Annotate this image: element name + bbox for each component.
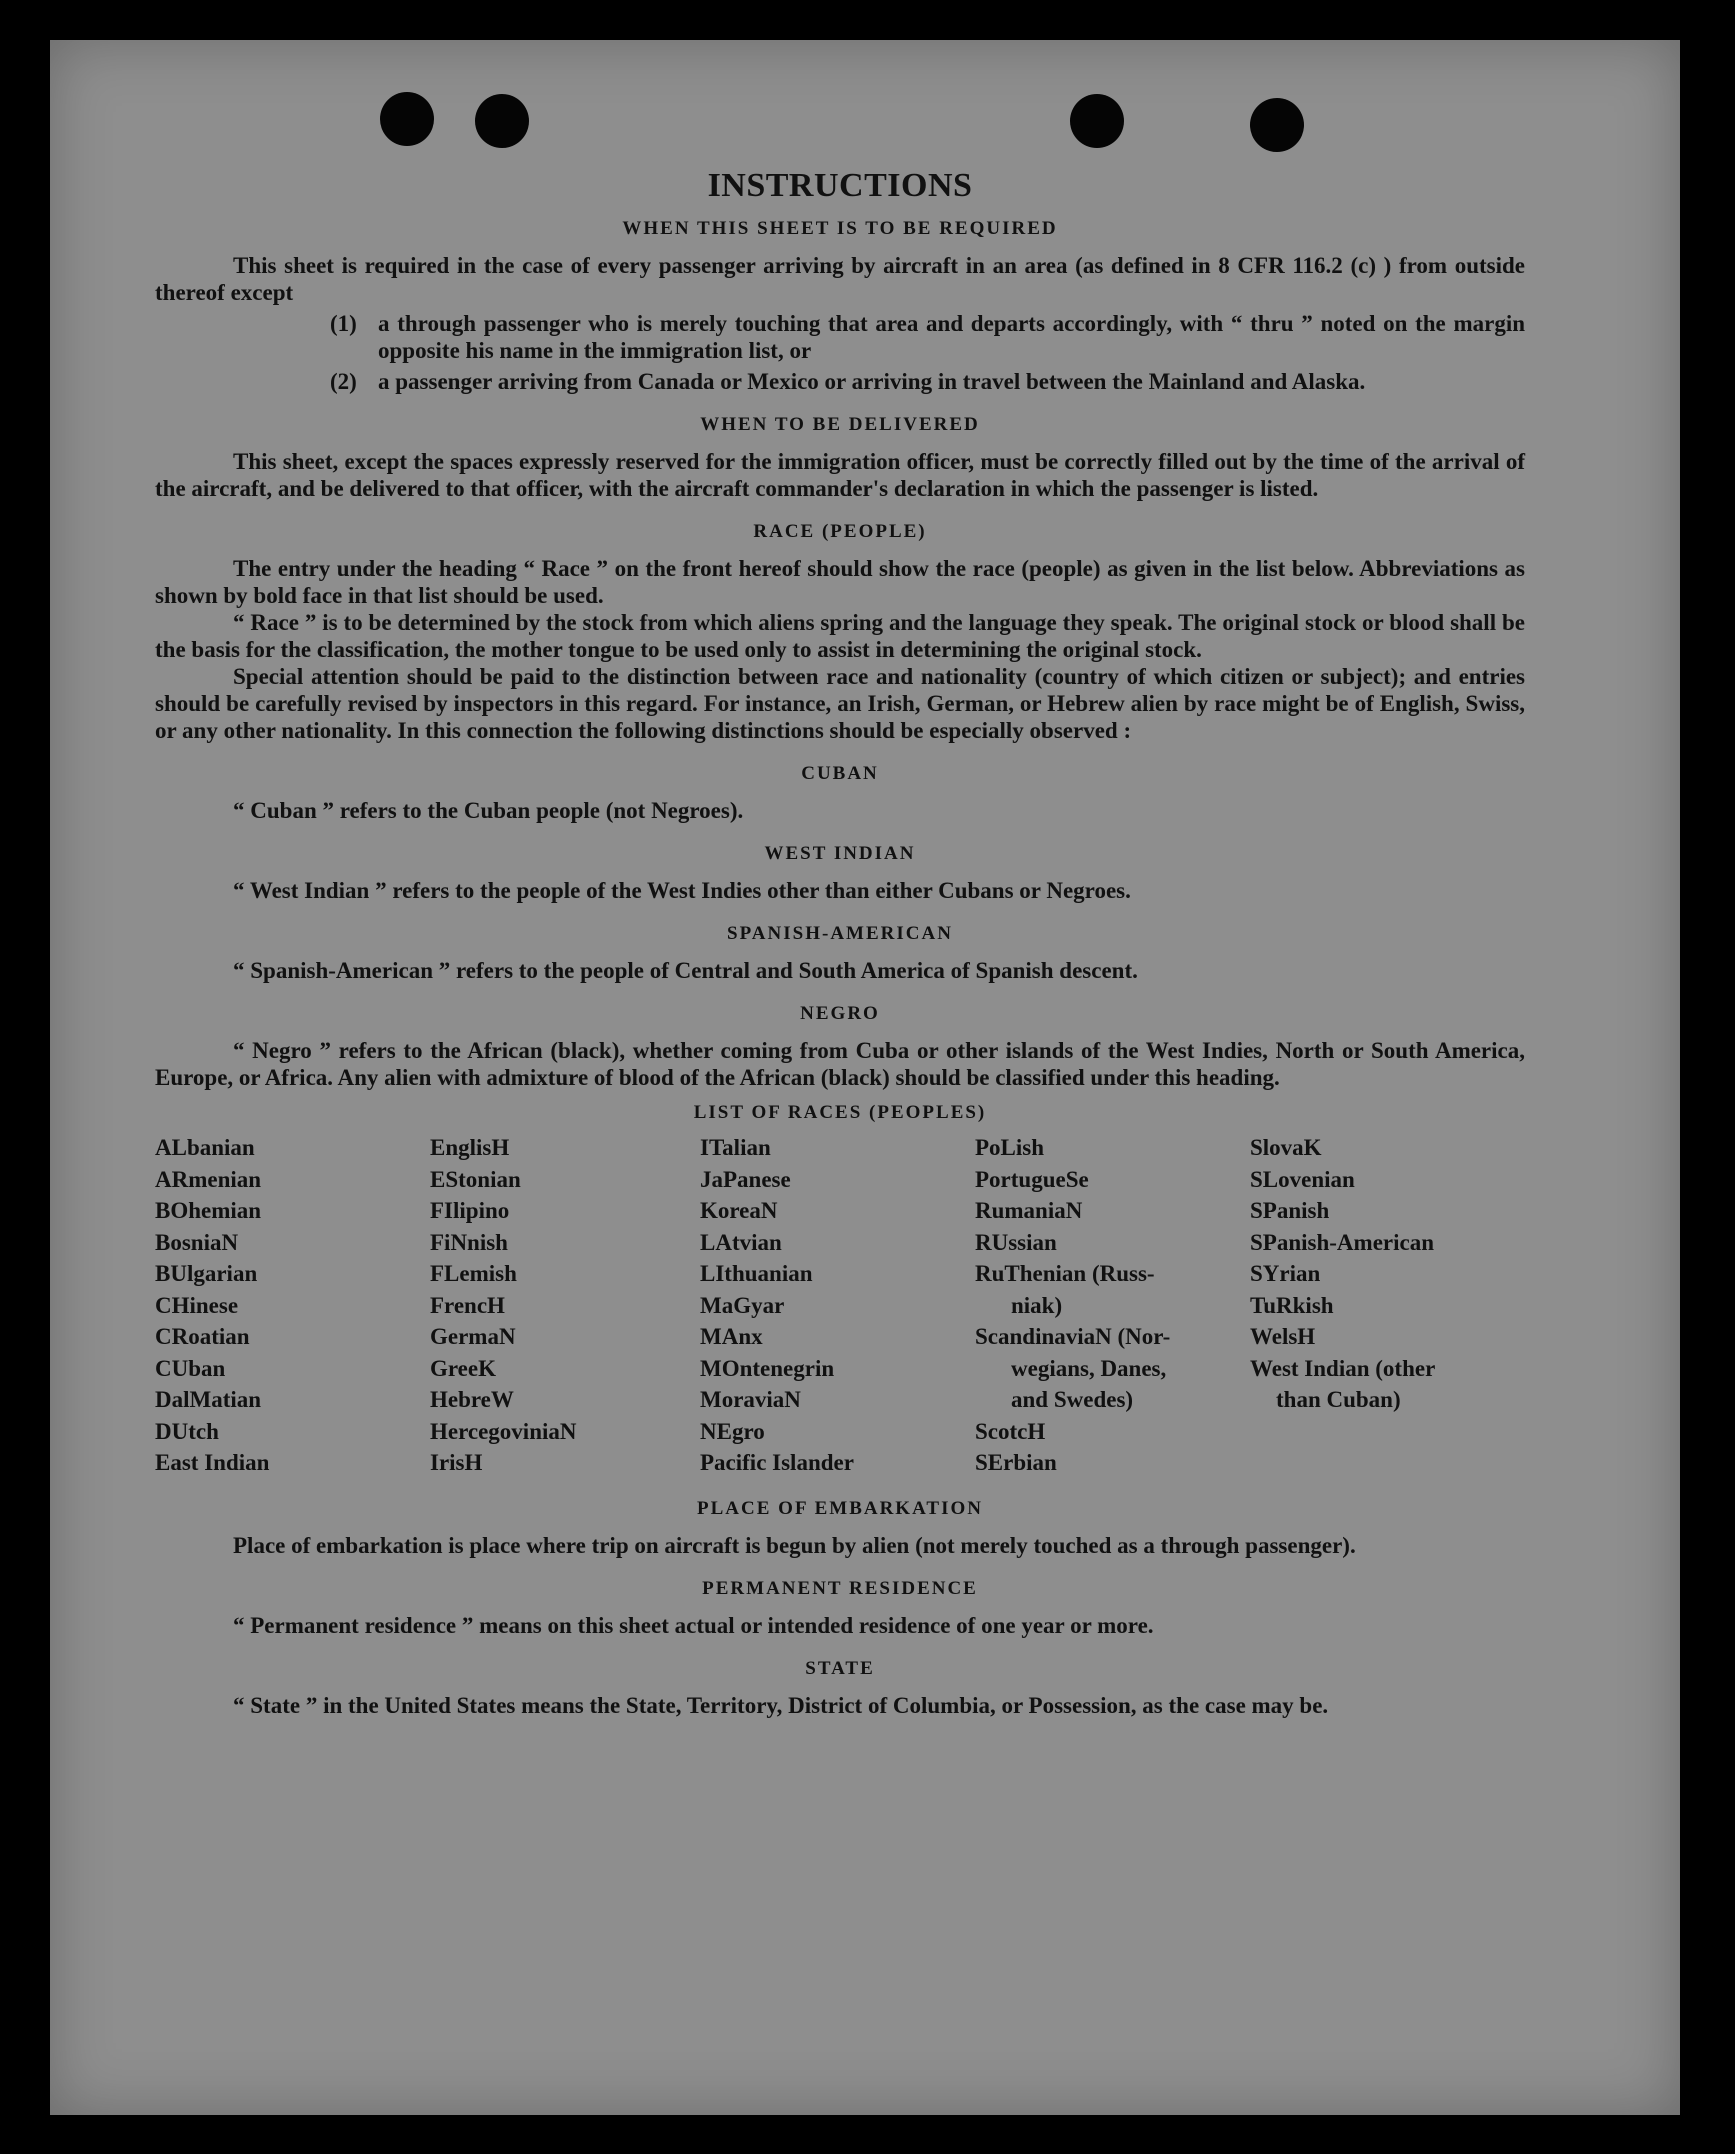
race-entry: BosniaN xyxy=(155,1229,239,1255)
exception-text: a through passenger who is merely touching that area and departs accordingly, with “ thru ” noted on the margin opposite his name in the immigration list, or xyxy=(378,311,1525,363)
west-indian-text: “ West Indian ” refers to the people of the West Indies other than either Cubans or Negroes. xyxy=(233,878,1131,903)
race-entry: niak) xyxy=(1011,1292,1063,1318)
race-entry: CHinese xyxy=(155,1292,239,1318)
race-entry: KoreaN xyxy=(700,1198,778,1223)
races-column xyxy=(700,1132,975,1479)
race-entry: FrencH xyxy=(430,1292,505,1318)
race-entry: BOhemian xyxy=(155,1198,262,1223)
race-entry: ScandinaviaN (Nor- xyxy=(975,1324,1171,1349)
exception-item xyxy=(155,310,1525,364)
race-entry: Pacific Islander xyxy=(700,1450,854,1475)
page-title: INSTRUCTIONS xyxy=(707,167,973,204)
heading-spanish-american: SPANISH-AMERICAN xyxy=(727,923,953,944)
heading-state: STATE xyxy=(805,1657,875,1679)
race-paragraph-2: “ Race ” is to be determined by the stock from which aliens spring and the language they speak. The original stock or blood shall be the basis for the classification, the mother tongue to be used only to assist in determining the original stock. xyxy=(155,610,1525,662)
races-column xyxy=(975,1132,1250,1479)
when-required-intro: This sheet is required in the case of every passenger arriving by aircraft in an area (as defined in 8 CFR 116.2 (c) ) from outside thereof except xyxy=(155,253,1525,305)
race-paragraph-3: Special attention should be paid to the distinction between race and nationality (country of which citizen or subject); and entries should be carefully revised by inspectors in this regard. For instance, an Irish, German, or Hebrew alien by race might be of English, Swiss, or any other nationality. In this connection the following distinctions should be especially observed : xyxy=(155,664,1525,743)
punch-hole xyxy=(475,94,529,148)
race-entry: DalMatian xyxy=(155,1387,262,1412)
negro-text: “ Negro ” refers to the African (black), whether coming from Cuba or other islands of the West Indies, North or South America, Europe, or Africa. Any alien with admixture of blood of the African (black) should be classified under this heading. xyxy=(155,1038,1525,1090)
race-entry: MoraviaN xyxy=(700,1387,801,1412)
race-entry: HercegoviniaN xyxy=(430,1418,577,1444)
race-entry: HebreW xyxy=(430,1387,514,1412)
race-entry: than Cuban) xyxy=(1276,1387,1401,1412)
race-entry: SPanish xyxy=(1250,1198,1330,1223)
race-entry: JaPanese xyxy=(700,1166,791,1192)
races-column xyxy=(1250,1132,1525,1479)
race-entry: East Indian xyxy=(155,1450,270,1475)
heading-when-required: WHEN THIS SHEET IS TO BE REQUIRED xyxy=(622,218,1058,239)
heading-race: RACE (PEOPLE) xyxy=(753,521,927,542)
heading-negro: NEGRO xyxy=(800,1003,880,1024)
race-entry: FiNnish xyxy=(430,1229,508,1255)
heading-permanent-residence: PERMANENT RESIDENCE xyxy=(702,1577,978,1599)
permanent-residence-text: “ Permanent residence ” means on this sheet actual or intended residence of one year or more. xyxy=(233,1612,1154,1638)
heading-west-indian: WEST INDIAN xyxy=(764,843,916,864)
exception-number: (2) xyxy=(330,369,357,394)
race-entry: EnglisH xyxy=(430,1135,510,1160)
race-entry: ARmenian xyxy=(155,1166,262,1192)
race-entry: ScotcH xyxy=(975,1418,1046,1444)
race-entry: GreeK xyxy=(430,1355,496,1381)
exception-text: a passenger arriving from Canada or Mexico or arriving in travel between the Mainland and Alaska. xyxy=(378,369,1366,394)
race-entry: PoLish xyxy=(975,1135,1045,1160)
punch-hole xyxy=(1070,94,1124,148)
race-entry: SErbian xyxy=(975,1450,1057,1475)
race-entry: TuRkish xyxy=(1250,1292,1334,1318)
race-entry: FIlipino xyxy=(430,1198,510,1223)
race-entry: NEgro xyxy=(700,1418,765,1444)
when-delivered-text: This sheet, except the spaces expressly reserved for the immigration officer, must be correctly filled out by the time of the arrival of the aircraft, and be delivered to that officer, with the aircraft commander's declaration in which the passenger is listed. xyxy=(155,449,1525,501)
race-entry: MaGyar xyxy=(700,1292,785,1318)
exception-number: (1) xyxy=(330,311,357,336)
race-entry: CRoatian xyxy=(155,1324,250,1349)
race-entry: SYrian xyxy=(1250,1261,1321,1286)
race-entry: DUtch xyxy=(155,1418,219,1444)
instructions-content xyxy=(155,167,1525,1719)
races-column xyxy=(155,1132,430,1479)
race-entry: wegians, Danes, xyxy=(1011,1355,1167,1381)
race-entry: SlovaK xyxy=(1250,1135,1322,1160)
race-entry: and Swedes) xyxy=(1011,1387,1134,1412)
race-entry: ALbanian xyxy=(155,1135,255,1160)
race-entry: SLovenian xyxy=(1250,1166,1355,1192)
race-paragraph-1: The entry under the heading “ Race ” on the front hereof should show the race (people) as given in the list below. Abbreviations as shown by bold face in that list should be used. xyxy=(155,556,1525,608)
race-entry: WelsH xyxy=(1250,1324,1316,1349)
heading-place-of-embarkation: PLACE OF EMBARKATION xyxy=(697,1497,983,1519)
punch-hole xyxy=(380,92,434,146)
race-entry: GermaN xyxy=(430,1324,516,1349)
race-entry: CUban xyxy=(155,1355,226,1381)
race-entry: West Indian (other xyxy=(1250,1355,1436,1381)
race-entry: EStonian xyxy=(430,1166,521,1192)
race-entry: IrisH xyxy=(430,1450,483,1475)
race-entry: SPanish-American xyxy=(1250,1229,1434,1255)
spanish-american-text: “ Spanish-American ” refers to the people of Central and South America of Spanish descent. xyxy=(233,958,1138,983)
race-entry: FLemish xyxy=(430,1261,517,1286)
race-entry: MOntenegrin xyxy=(700,1355,835,1381)
race-entry: MAnx xyxy=(700,1324,763,1349)
punch-hole xyxy=(1250,98,1304,152)
race-entry: RumaniaN xyxy=(975,1198,1083,1223)
exception-item xyxy=(155,368,1525,395)
race-entry: LIthuanian xyxy=(700,1261,813,1286)
race-entry: RuThenian (Russ- xyxy=(975,1261,1155,1286)
race-entry: RUssian xyxy=(975,1229,1057,1255)
state-text: “ State ” in the United States means the State, Territory, District of Columbia, or Possession, as the case may be. xyxy=(233,1692,1329,1718)
heading-when-delivered: WHEN TO BE DELIVERED xyxy=(700,414,980,435)
race-entry: ITalian xyxy=(700,1135,771,1160)
heading-cuban: CUBAN xyxy=(801,763,879,784)
race-entry: LAtvian xyxy=(700,1229,782,1255)
place-of-embarkation-text: Place of embarkation is place where trip on aircraft is begun by alien (not merely touched as a through passenger). xyxy=(233,1532,1356,1558)
races-column xyxy=(430,1132,700,1479)
races-list xyxy=(155,1132,1525,1479)
heading-list-of-races: LIST OF RACES (PEOPLES) xyxy=(693,1102,987,1123)
race-entry: BUlgarian xyxy=(155,1261,258,1286)
race-entry: PortugueSe xyxy=(975,1166,1089,1192)
cuban-text: “ Cuban ” refers to the Cuban people (not Negroes). xyxy=(233,798,744,823)
